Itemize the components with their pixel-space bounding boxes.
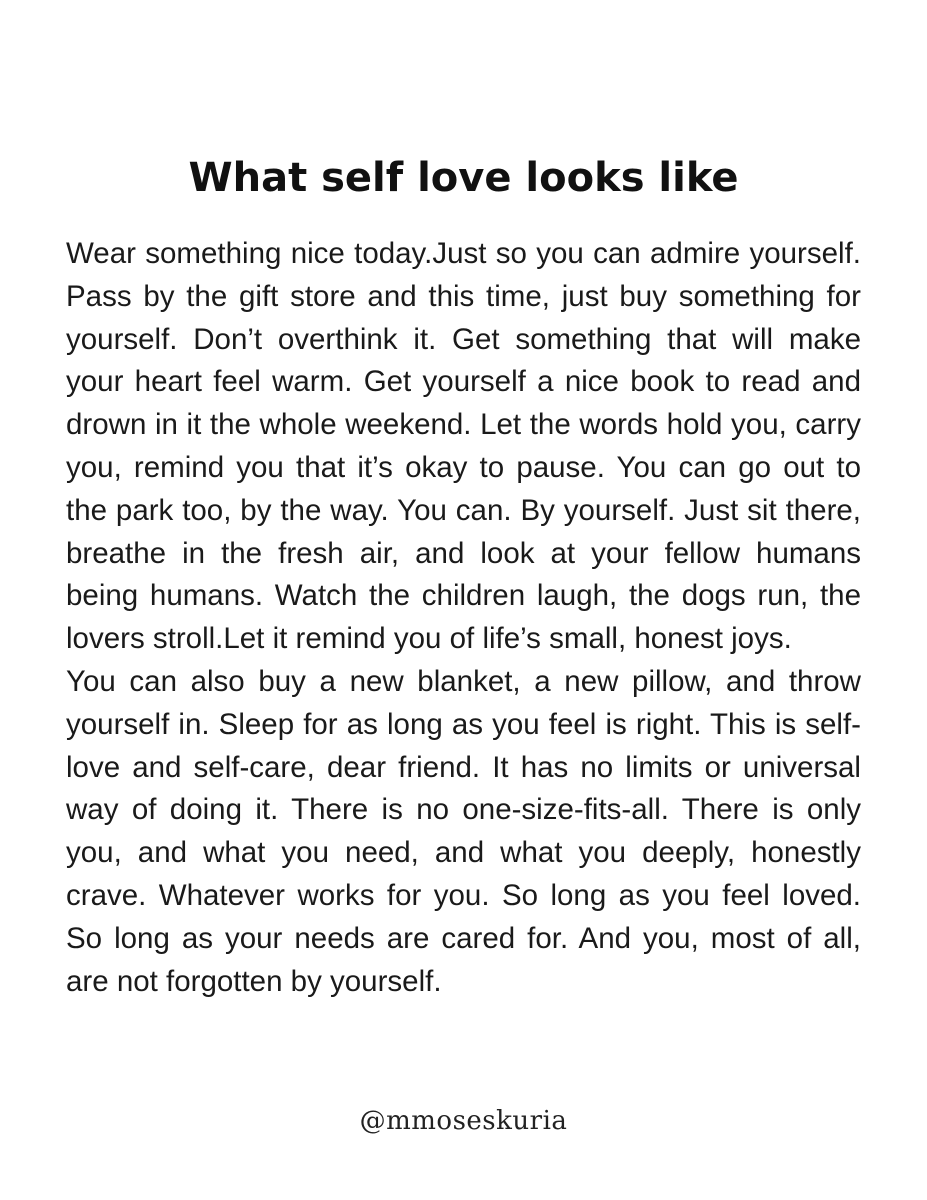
author-handle: @mmoseskuria (359, 1106, 568, 1136)
paragraph-2: You can also buy a new blanket, a new pillow, and throw yourself in. Sleep for as long as you feel is right. This is self-love and self-care, dear friend. It has no limits or universal way of doing it. There is no one-size-fits-all. There is only you, and what you need, and what you deeply, honestly crave. Whatever works for you. So long as you feel loved. So long as your needs are cared for. And you, most of all, are not forgotten by yourself. (66, 664, 861, 998)
paragraph-1: Wear something nice today.Just so you can admire yourself. Pass by the gift store and this time, just buy something for yourself. Don’t overthink it. Get something that will make your heart feel warm. Get yourself a nice book to read and drown in it the whole weekend. Let the words hold you, carry you, remind you that it’s okay to pause. You can go out to the park too, by the way. You can. By yourself. Just sit there, breathe in the fresh air, and look at your fellow humans being humans. Watch the children laugh, the dogs run, the lovers stroll.Let it remind you of life’s small, honest joys. (66, 237, 861, 656)
page-title: What self love looks like (188, 155, 739, 201)
body-text (66, 233, 861, 1003)
